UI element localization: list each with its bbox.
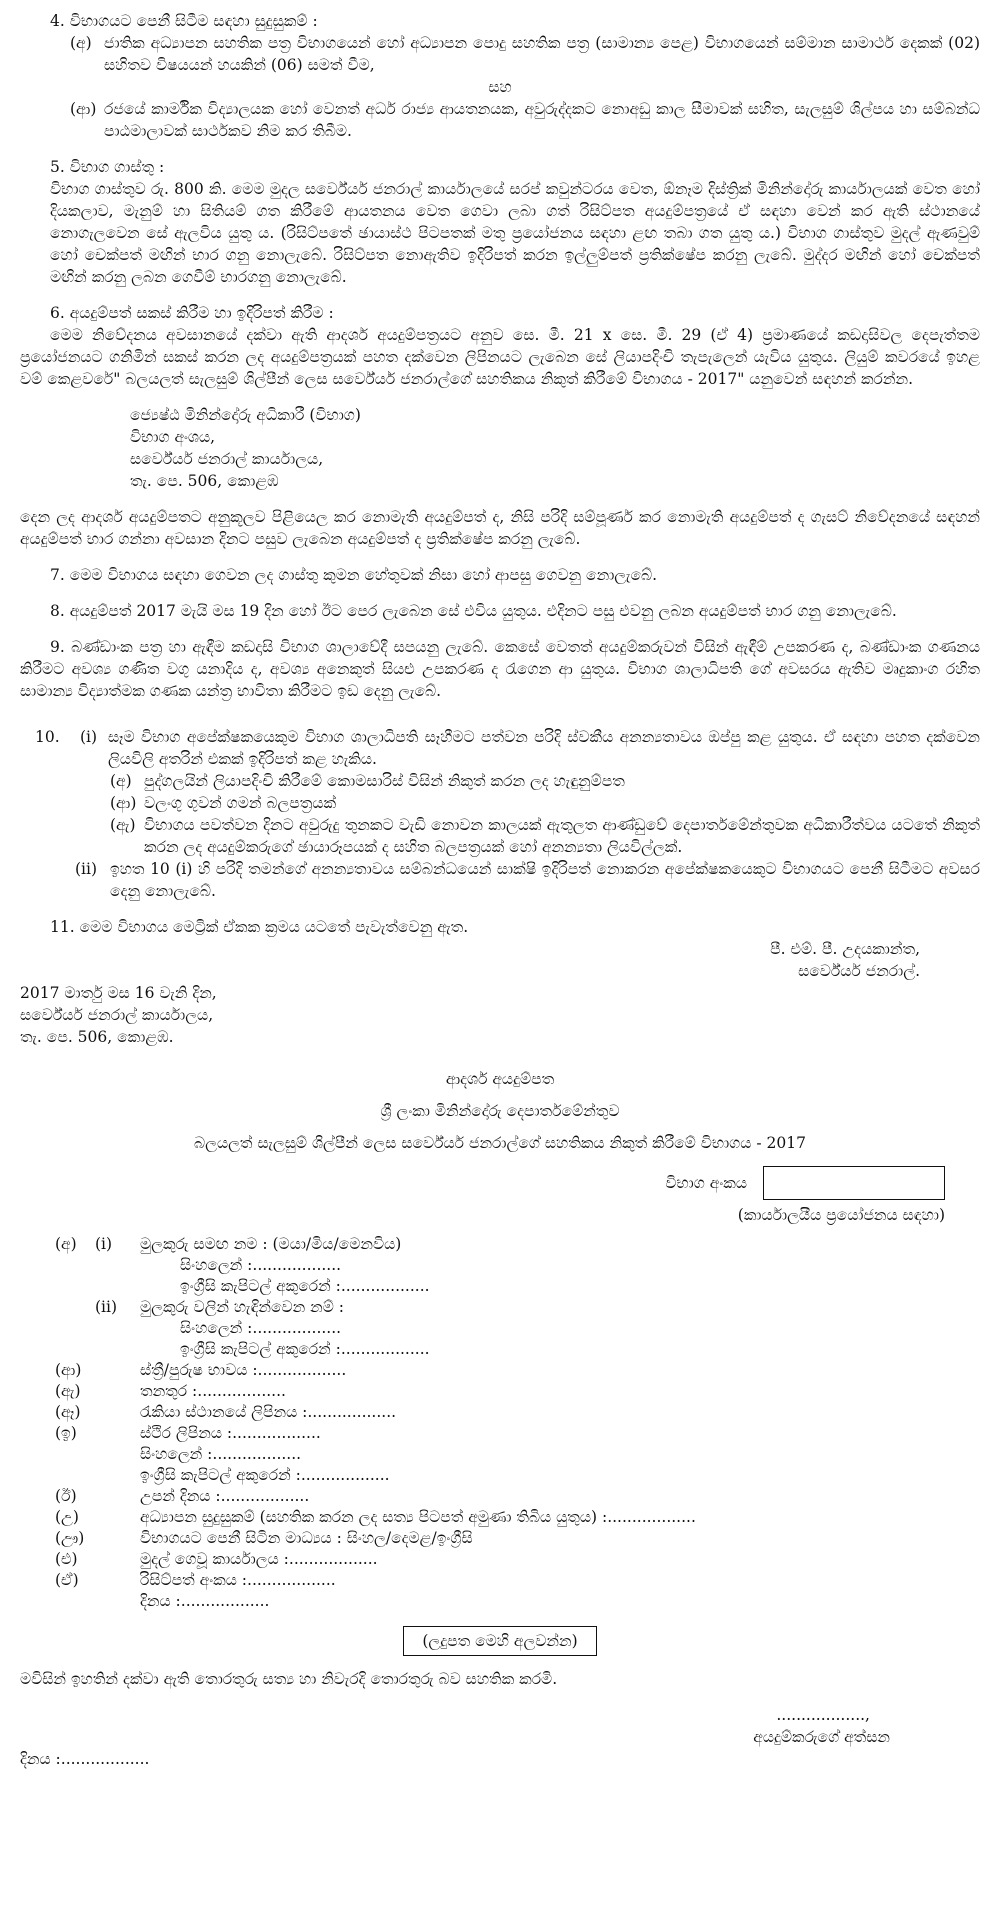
form-label <box>20 1465 95 1486</box>
section-4-aa <box>20 98 980 142</box>
address-line: තැ. පෙ. 506, කොළඹ <box>130 472 279 490</box>
form-sublabel <box>95 1570 140 1591</box>
date-line: 2017 මාර්තු මස 16 වැනි දින, <box>20 984 217 1002</box>
form-row <box>20 1255 980 1276</box>
item-label: (අ) <box>70 34 92 52</box>
form-label: (එ) <box>55 1550 78 1568</box>
form-row <box>20 1381 980 1402</box>
department-title: ශ්‍රී ලංකා මිනින්දෝරු දෙපාර්තමේන්තුව <box>380 1102 620 1120</box>
form-row <box>20 1507 980 1528</box>
form-field[interactable]: මුදල් ගෙවූ කාර්යාලය :.................. <box>140 1550 378 1568</box>
list-item <box>110 792 980 814</box>
section-11-text: 11. මෙම විභාගය මෙට්‍රික් ඒකක ක්‍රමය යටතේ පැවැත්වෙනු ඇත. <box>50 918 469 936</box>
section-8 <box>20 600 980 622</box>
date-field[interactable]: දිනය :.................. <box>20 1750 150 1768</box>
form-sublabel <box>95 1591 140 1612</box>
form-sublabel <box>95 1507 140 1528</box>
section-4-heading: 4. විභාගයට පෙනී සිටීම සඳහා සුදුසුකම් : <box>50 12 318 30</box>
address-line: ජ්‍යෙෂ්ඨ මිනින්දෝරු අධිකාරී (විභාග) <box>130 406 361 424</box>
section-10-ii <box>20 858 980 902</box>
form-label: (ඊ) <box>55 1487 77 1505</box>
form-sublabel <box>95 1486 140 1507</box>
form-field[interactable]: රිසිට්පත් අංකය :.................. <box>140 1571 336 1589</box>
section-9 <box>20 636 980 702</box>
item-label: (ඇ) <box>110 816 136 834</box>
index-number-row <box>20 1166 980 1200</box>
form-row <box>20 1339 980 1360</box>
form-label: (ඇ) <box>55 1382 81 1400</box>
section-10 <box>20 726 980 902</box>
paste-receipt-box[interactable]: (ලදුපත මෙහි අලවන්න) <box>403 1626 596 1656</box>
form-field[interactable]: දිනය :.................. <box>140 1592 270 1610</box>
form-sublabel <box>95 1318 140 1339</box>
form-row <box>20 1318 980 1339</box>
section-6-text: මෙම නිවේදනය අවසානයේ දක්වා ඇති ආදර්ශ අයදුම්පත්‍රයට අනුව සෙ. මී. 21 x සෙ. මී. 29 (ඒ 4) ප්‍රමාණයේ කඩදාසිවල දෙපැත්තම ප්‍රයෝජනයට ගනිමින් සකස් කරන ලද අයදුම්පත්‍රයක් පහත දක්වෙන ලිපිනයට ලැබෙන සේ ලියාපදිංචි තැපැලෙන් යැවිය යුතුය. ලියුම් කවරයේ ඉහළ වම් කෙළවරේ" බලයලත් සැලසුම් ශිල්පීන් ලෙස සර්වේයර් ජනරාල්ගේ සහතිකය නිකුත් කිරීමේ විභාගය - 2017" යනුවෙන් සඳහන් කරන්න. <box>20 326 980 388</box>
form-row <box>20 1465 980 1486</box>
section-5 <box>20 156 980 288</box>
form-field[interactable]: අධ්‍යාපන සුදුසුකම් (සහතික කරන ලද සත්‍ය පිටපත් අමුණා තිබිය යුතුය) :.................. <box>140 1508 696 1526</box>
signature-label: අයදුම්කරුගේ අත්සන <box>753 1728 890 1746</box>
form-label: (ඌ) <box>55 1529 85 1547</box>
model-application <box>20 1068 980 1770</box>
form-sublabel <box>95 1423 140 1444</box>
form-label <box>20 1444 95 1465</box>
section-7 <box>20 564 980 586</box>
form-label <box>20 1339 95 1360</box>
form-sublabel <box>95 1465 140 1486</box>
form-row <box>20 1528 980 1549</box>
section-10-i <box>20 726 980 770</box>
item-text: ජාතික අධ්‍යාපන සහතික පත්‍ර විභාගයෙන් හෝ අධ්‍යාපන පොදු සහතික පත්‍ර (සාමාන්‍ය පෙළ) විභාගයෙන් සම්මාන සාමාර්ථ දෙකක් (02) සහිතව විෂයයන් හයකින් (06) සමත් වීම, <box>104 34 980 74</box>
list-item <box>110 814 980 858</box>
form-field[interactable]: ඉංග්‍රීසි කැපිටල් අකුරෙන් :.................. <box>180 1340 430 1358</box>
form-field[interactable]: ඉංග්‍රීසි කැපිටල් අකුරෙන් :.................. <box>180 1277 430 1295</box>
form-label <box>20 1318 95 1339</box>
form-sublabel <box>95 1444 140 1465</box>
form-sublabel <box>95 1402 140 1423</box>
section-4-a <box>20 32 980 76</box>
form-row <box>20 1297 980 1318</box>
form-field[interactable]: සිංහලෙන් :.................. <box>180 1319 342 1337</box>
address-line: සර්වේයර් ජනරාල් කාර්යාලය, <box>130 450 324 468</box>
item-text: පුද්ගලයින් ලියාපදිංචි කිරීමේ කොමසාරිස් විසින් නිකුත් කරන ලද හැඳුනුම්පත <box>144 772 625 790</box>
form-sublabel <box>95 1549 140 1570</box>
signatory-name: පී. එම්. පී. උදයකාන්ත, <box>770 940 920 958</box>
item-label: (අ) <box>110 772 132 790</box>
item-text: සෑම විභාග අපේක්ෂකයෙකුම විභාග ශාලාධිපති සෑහීමට පත්වන පරිදි ස්වකීය අනන්‍යතාවය ඔප්පු කළ යුතුය. ඒ සඳහා පහත දක්වෙන ලියවිලි අතරින් එකක් ඉදිරිපත් කළ හැකිය. <box>108 728 980 768</box>
form-row <box>20 1402 980 1423</box>
form-sublabel <box>95 1255 140 1276</box>
form-label <box>20 1255 95 1276</box>
form-sublabel <box>95 1339 140 1360</box>
form-row <box>20 1570 980 1591</box>
form-label: (උ) <box>55 1508 79 1526</box>
form-row <box>20 1486 980 1507</box>
section-6-after: දෙන ලද ආදර්ශ අයදුම්පතට අනුකූලව පිළියෙල කර නොමැති අයදුම්පත් ද, නිසි පරිදි සම්පූර්ණ කර නොමැති අයදුම්පත් ද ගැසට් නිවේදනයේ සඳහන් අයදුම්පත් භාර ගන්නා අවසාන දිනට පසුව ලැබෙන අයදුම්පත් ද ප්‍රතික්ෂේප කරනු ලැබේ. <box>20 508 980 548</box>
form-row <box>20 1549 980 1570</box>
form-sublabel <box>95 1381 140 1402</box>
application-form <box>20 1234 980 1612</box>
form-field[interactable]: මුලකුරු සමඟ නම : (මයා/මිය/මෙනවිය) <box>140 1235 402 1253</box>
date-block <box>20 982 980 1048</box>
item-text: රජයේ කාර්මික විද්‍යාලයක හෝ වෙනත් අර්ධ රාජ්‍ය ආයතනයක, අවුරුද්දකට නොඅඩු කාල සීමාවක් සහිත, සැලසුම් ශිල්පය හා සම්බන්ධ පාඨමාලාවක් සාර්ථකව නිම කර තිබීම. <box>104 100 980 140</box>
declaration-text: මවිසින් ඉහතින් දක්වා ඇති තොරතුරු සත්‍ය හා නිවැරදි තොරතුරු බව සහතික කරමි. <box>20 1670 558 1688</box>
index-number-box[interactable] <box>763 1166 945 1200</box>
form-row <box>20 1276 980 1297</box>
form-label <box>20 1297 95 1318</box>
list-item <box>110 770 980 792</box>
form-field[interactable]: සිංහලෙන් :.................. <box>180 1256 342 1274</box>
section-8-text: 8. අයදුම්පත් 2017 මැයි මස 19 දින හෝ ඊට පෙර ලැබෙන සේ එවිය යුතුය. එදිනට පසු එවනු ලබන අයදුම්පත් භාර ගනු නොලැබේ. <box>50 602 897 620</box>
index-number-label: විභාග අංකය <box>665 1174 747 1192</box>
signatory-title: සර්වේයර් ජනරාල්. <box>798 962 920 980</box>
and-word: සහ <box>488 78 512 96</box>
section-7-text: 7. මෙම විභාගය සඳහා ගෙවන ලද ගාස්තු කුමන හේතුවක් නිසා හෝ ආපසු ගෙවනු නොලැබේ. <box>50 566 658 584</box>
exam-title: බලයලත් සැලසුම් ශිල්පීන් ලෙස සර්වේයර් ජනරාල්ගේ සහතිකය නිකුත් කිරීමේ විභාගය - 2017 <box>194 1134 806 1152</box>
item-text: ඉහත 10 (i) හි පරිදි තමන්ගේ අනන්‍යතාවය සම්බන්ධයෙන් සාක්ෂි ඉදිරිපත් නොකරන අපේක්ෂකයෙකුට විභාගයට පෙනී සිටීමට අවසර දෙනු නොලැබේ. <box>110 860 980 900</box>
form-row <box>20 1444 980 1465</box>
form-field[interactable]: උපන් දිනය :.................. <box>140 1487 310 1505</box>
section-11 <box>20 916 980 938</box>
address-line: විභාග අංශය, <box>130 428 216 446</box>
form-field[interactable]: සිංහලෙන් :.................. <box>140 1445 302 1463</box>
item-text: වලංගු ගුවන් ගමන් බලපත්‍රයක් <box>144 794 337 812</box>
form-label: (ඉ) <box>55 1424 77 1442</box>
form-field[interactable]: ස්ථිර ලිපිනය :.................. <box>140 1424 321 1442</box>
section-5-text: විභාග ගාස්තුව රු. 800 කි. මෙම මුදල සර්වේයර් ජනරාල් කාර්යාලයේ සරප් කවුන්ටරය වෙත, ඕනෑම දිස්ත්‍රික් මිනින්දෝරු කාර්යාලයක් වෙත හෝ දියකලාව, මැනුම් හා සිතියම් ගත කිරීමේ ආයතනය වෙත ගෙවා ලබා ගත් රිසිට්පත අයදුම්පත්‍රයේ ඒ සඳහා වෙන් කර ඇති ස්ථානයේ නොගැලවෙන සේ ඇලවිය යුතු ය. (රිසිට්පතේ ඡායාස්ථ පිටපතක් මතු ප්‍රයෝජනය සඳහා ළඟ තබා ගත යුතු ය.) විභාග ගාස්තුව මුදල් ඇණවුම් හෝ චෙක්පත් මඟින් භාර ගනු නොලැබේ. රිසිට්පත නොඇතිව ඉදිරිපත් කරන ඉල්ලුම්පත් ප්‍රතික්ෂේප කරනු ලැබේ. මුද්දර මඟින් හෝ චෙක්පත් මඟින් කරනු ලබන ගෙවීම් භාරගනු නොලැබේ. <box>50 180 980 286</box>
section-6 <box>20 302 980 550</box>
section-4 <box>20 10 980 142</box>
form-field[interactable]: තනතුර :.................. <box>140 1382 286 1400</box>
section-number: 10. <box>35 728 60 746</box>
form-label: (ඒ) <box>55 1571 79 1589</box>
form-sublabel: (i) <box>95 1235 113 1253</box>
id-documents-list <box>20 770 980 858</box>
form-label: (අ) <box>55 1235 77 1253</box>
form-field[interactable]: ඉංග්‍රීසි කැපිටල් අකුරෙන් :.................. <box>140 1466 390 1484</box>
form-label <box>20 1591 95 1612</box>
item-label: (i) <box>80 728 98 746</box>
item-label: (ආ) <box>70 100 97 118</box>
signature-field[interactable]: .................., <box>776 1706 870 1724</box>
form-sublabel: (ii) <box>95 1298 118 1316</box>
form-label <box>20 1276 95 1297</box>
form-label: (ඈ) <box>55 1403 81 1421</box>
item-label: (ii) <box>75 860 98 878</box>
form-row <box>20 1234 980 1255</box>
paste-receipt-area <box>20 1626 980 1656</box>
form-sublabel <box>95 1276 140 1297</box>
signatory <box>20 938 980 982</box>
address-line: තැ. පෙ. 506, කොළඹ. <box>20 1028 174 1046</box>
model-heading: ආදර්ශ අයදුම්පත <box>445 1070 555 1088</box>
item-text: විභාගය පවත්වන දිනට අවුරුදු තුනකට වැඩි නොවන කාලයක් ඇතුලත ආණ්ඩුවේ දෙපාර්තමේන්තුවක අධිකාරීත්වය යටතේ නිකුත් කරන ලද අයදුම්කරුගේ ඡායාරූපයක් ද සහිත බලපත්‍රයක් හෝ අනන්‍යතා ලියවිල්ලක්. <box>144 816 980 856</box>
form-row <box>20 1360 980 1381</box>
form-field[interactable]: විභාගයට පෙනී සිටින මාධ්‍යය : සිංහල/දෙමළ/ඉංග්‍රීසි <box>140 1529 473 1547</box>
form-row <box>20 1591 980 1612</box>
postal-address <box>20 404 980 492</box>
office-use-note: (කාර්යාලයීය ප්‍රයෝජනය සඳහා) <box>737 1206 945 1224</box>
office-line: සර්වේයර් ජනරාල් කාර්යාලය, <box>20 1006 214 1024</box>
form-sublabel <box>95 1360 140 1381</box>
form-field[interactable]: රැකියා ස්ථානයේ ලිපිනය :.................. <box>140 1403 397 1421</box>
item-label: (ආ) <box>110 794 137 812</box>
form-label: (ආ) <box>55 1361 82 1379</box>
form-field[interactable]: ස්ත්‍රී/පුරුෂ භාවය :.................. <box>140 1361 347 1379</box>
form-field[interactable]: මුලකුරු වලින් හැඳින්වෙන නම් : <box>140 1298 345 1316</box>
section-5-heading: 5. විභාග ගාස්තු : <box>50 158 165 176</box>
form-sublabel <box>95 1528 140 1549</box>
form-row <box>20 1423 980 1444</box>
section-6-heading: 6. අයදුම්පත් සකස් කිරීම හා ඉදිරිපත් කිරීම : <box>50 304 334 322</box>
section-9-text: 9. බණ්ඩාංක පත්‍ර හා ඇඳීම කඩදාසි විභාග ශාලාවේදී සපයනු ලැබේ. කෙසේ වෙතත් අයදුම්කරුවන් විසින් ඇඳීම් උපකරණ ද, බණ්ඩාංක ගණනය කිරීමට අවශ්‍ය ගණිත වගු යනාදිය ද, අවශ්‍ය අනෙකුත් සියළු උපකරණ ද රැගෙන ආ යුතුය. විභාග ශාලාධිපති ගේ අවසරය ඇතිව මෘදුකාංග රහිත සාමාන්‍ය විද්‍යාත්මක ගණක යන්ත්‍ර භාවිතා කිරීමට ඉඩ දෙනු ලැබේ. <box>20 638 980 700</box>
